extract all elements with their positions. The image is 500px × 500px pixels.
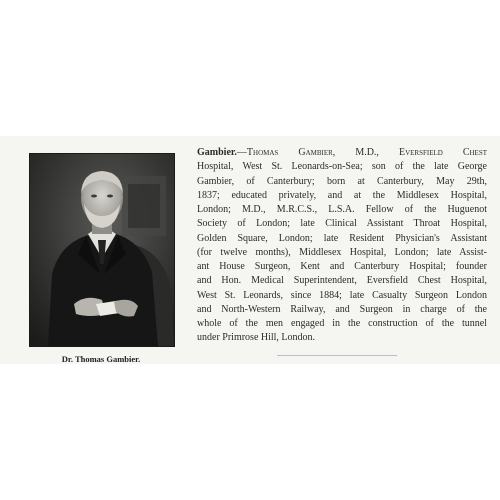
biography-line: Gambier, of Canterbury; born at Canterbury, May 29th, [197, 175, 487, 187]
biography-line: Society of London; late Clinical Assistant Throat Hospital, [197, 218, 487, 230]
biography-line: ant House Surgeon, Kent and Canterbury Hospital; founder [197, 261, 487, 272]
biography-line: West St. Leonards, since 1884; late Casualty Surgeon London [197, 289, 487, 301]
biography-line: 1837; educated privately, and at the Middlesex Hospital, [197, 189, 487, 201]
portrait-photo [29, 153, 175, 347]
biography-line: London; M.D., M.R.C.S., L.S.A. Fellow of the Huguenot [197, 204, 487, 215]
biography-text [197, 146, 487, 346]
biography-first-line [197, 146, 487, 160]
biography-line: (for twelve months), Middlesex Hospital, London; late Assist- [197, 246, 487, 258]
biography-line: and Hon. Medical Superintendent, Eversfield Chest Hospital, [197, 275, 487, 287]
biography-line: Golden Square, London; late Resident Physician's Assistant [197, 232, 487, 244]
biography-line: Hospital, West St. Leonards-on-Sea; son of the late George [197, 161, 487, 173]
biography-first-line-rest: —Thomas Gambier, M.D., Eversfield Chest [236, 147, 487, 158]
biography-line: under Primrose Hill, London. [197, 332, 316, 344]
biography-line: whole of the men engaged in the construction of the tunnel [197, 318, 487, 329]
portrait-caption: Dr. Thomas Gambier. [61, 354, 141, 364]
biography-surname: Gambier. [197, 147, 237, 158]
section-divider [277, 355, 397, 356]
biography-line: and North-Western Railway, and Surgeon in charge of the [197, 303, 487, 315]
